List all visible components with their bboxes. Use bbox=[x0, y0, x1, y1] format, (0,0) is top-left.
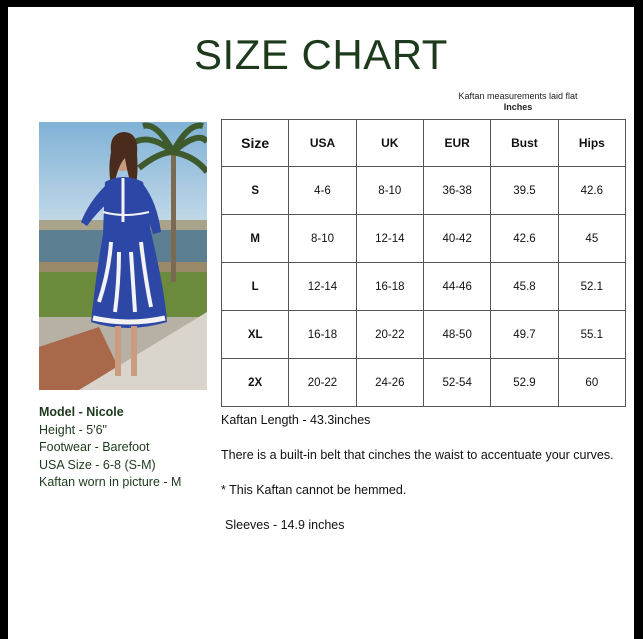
kaftan-length: Kaftan Length - 43.3inches bbox=[221, 413, 371, 427]
table-header-row bbox=[222, 120, 626, 167]
cell-eur: 36-38 bbox=[423, 167, 490, 215]
cell-usa: 4-6 bbox=[289, 167, 356, 215]
belt-description: There is a built-in belt that cinches the waist to accentuate your curves. bbox=[221, 448, 614, 462]
model-footwear: Footwear - Barefoot bbox=[39, 440, 150, 454]
header-eur: EUR bbox=[423, 120, 490, 167]
table-row bbox=[222, 311, 626, 359]
cell-size: XL bbox=[222, 311, 289, 359]
table-row bbox=[222, 359, 626, 407]
size-chart-sheet bbox=[8, 7, 634, 639]
cell-eur: 44-46 bbox=[423, 263, 490, 311]
cell-hips: 60 bbox=[558, 359, 625, 407]
cell-hips: 45 bbox=[558, 215, 625, 263]
table-row bbox=[222, 263, 626, 311]
header-uk: UK bbox=[356, 120, 423, 167]
cell-size: S bbox=[222, 167, 289, 215]
cell-uk: 16-18 bbox=[356, 263, 423, 311]
cell-bust: 42.6 bbox=[491, 215, 558, 263]
cell-hips: 55.1 bbox=[558, 311, 625, 359]
measurement-note-line1: Kaftan measurements laid flat bbox=[458, 91, 578, 101]
cell-bust: 45.8 bbox=[491, 263, 558, 311]
cell-size: 2X bbox=[222, 359, 289, 407]
header-bust: Bust bbox=[491, 120, 558, 167]
hem-note: * This Kaftan cannot be hemmed. bbox=[221, 483, 407, 497]
cell-bust: 39.5 bbox=[491, 167, 558, 215]
model-name: Model - Nicole bbox=[39, 405, 124, 419]
cell-hips: 42.6 bbox=[558, 167, 625, 215]
page-title: SIZE CHART bbox=[194, 31, 448, 78]
cell-eur: 52-54 bbox=[423, 359, 490, 407]
measurement-note-unit: Inches bbox=[503, 102, 533, 112]
cell-bust: 49.7 bbox=[491, 311, 558, 359]
header-size: Size bbox=[222, 120, 289, 167]
size-table bbox=[221, 119, 626, 407]
cell-size: L bbox=[222, 263, 289, 311]
measurement-note bbox=[418, 91, 618, 113]
cell-usa: 12-14 bbox=[289, 263, 356, 311]
table-row bbox=[222, 215, 626, 263]
cell-uk: 12-14 bbox=[356, 215, 423, 263]
model-size-worn: Kaftan worn in picture - M bbox=[39, 475, 182, 489]
cell-hips: 52.1 bbox=[558, 263, 625, 311]
model-photo bbox=[39, 122, 207, 390]
cell-eur: 40-42 bbox=[423, 215, 490, 263]
cell-bust: 52.9 bbox=[491, 359, 558, 407]
model-height: Height - 5'6" bbox=[39, 422, 107, 437]
product-info bbox=[221, 412, 621, 552]
header-usa: USA bbox=[289, 120, 356, 167]
sleeve-length: Sleeves - 14.9 inches bbox=[225, 518, 345, 532]
model-details bbox=[39, 404, 219, 492]
cell-usa: 16-18 bbox=[289, 311, 356, 359]
model-photo-image bbox=[39, 122, 207, 390]
cell-eur: 48-50 bbox=[423, 311, 490, 359]
cell-uk: 20-22 bbox=[356, 311, 423, 359]
cell-usa: 8-10 bbox=[289, 215, 356, 263]
model-usa-size: USA Size - 6-8 (S-M) bbox=[39, 457, 156, 472]
header-hips: Hips bbox=[558, 120, 625, 167]
cell-uk: 8-10 bbox=[356, 167, 423, 215]
cell-uk: 24-26 bbox=[356, 359, 423, 407]
cell-size: M bbox=[222, 215, 289, 263]
table-row bbox=[222, 167, 626, 215]
cell-usa: 20-22 bbox=[289, 359, 356, 407]
